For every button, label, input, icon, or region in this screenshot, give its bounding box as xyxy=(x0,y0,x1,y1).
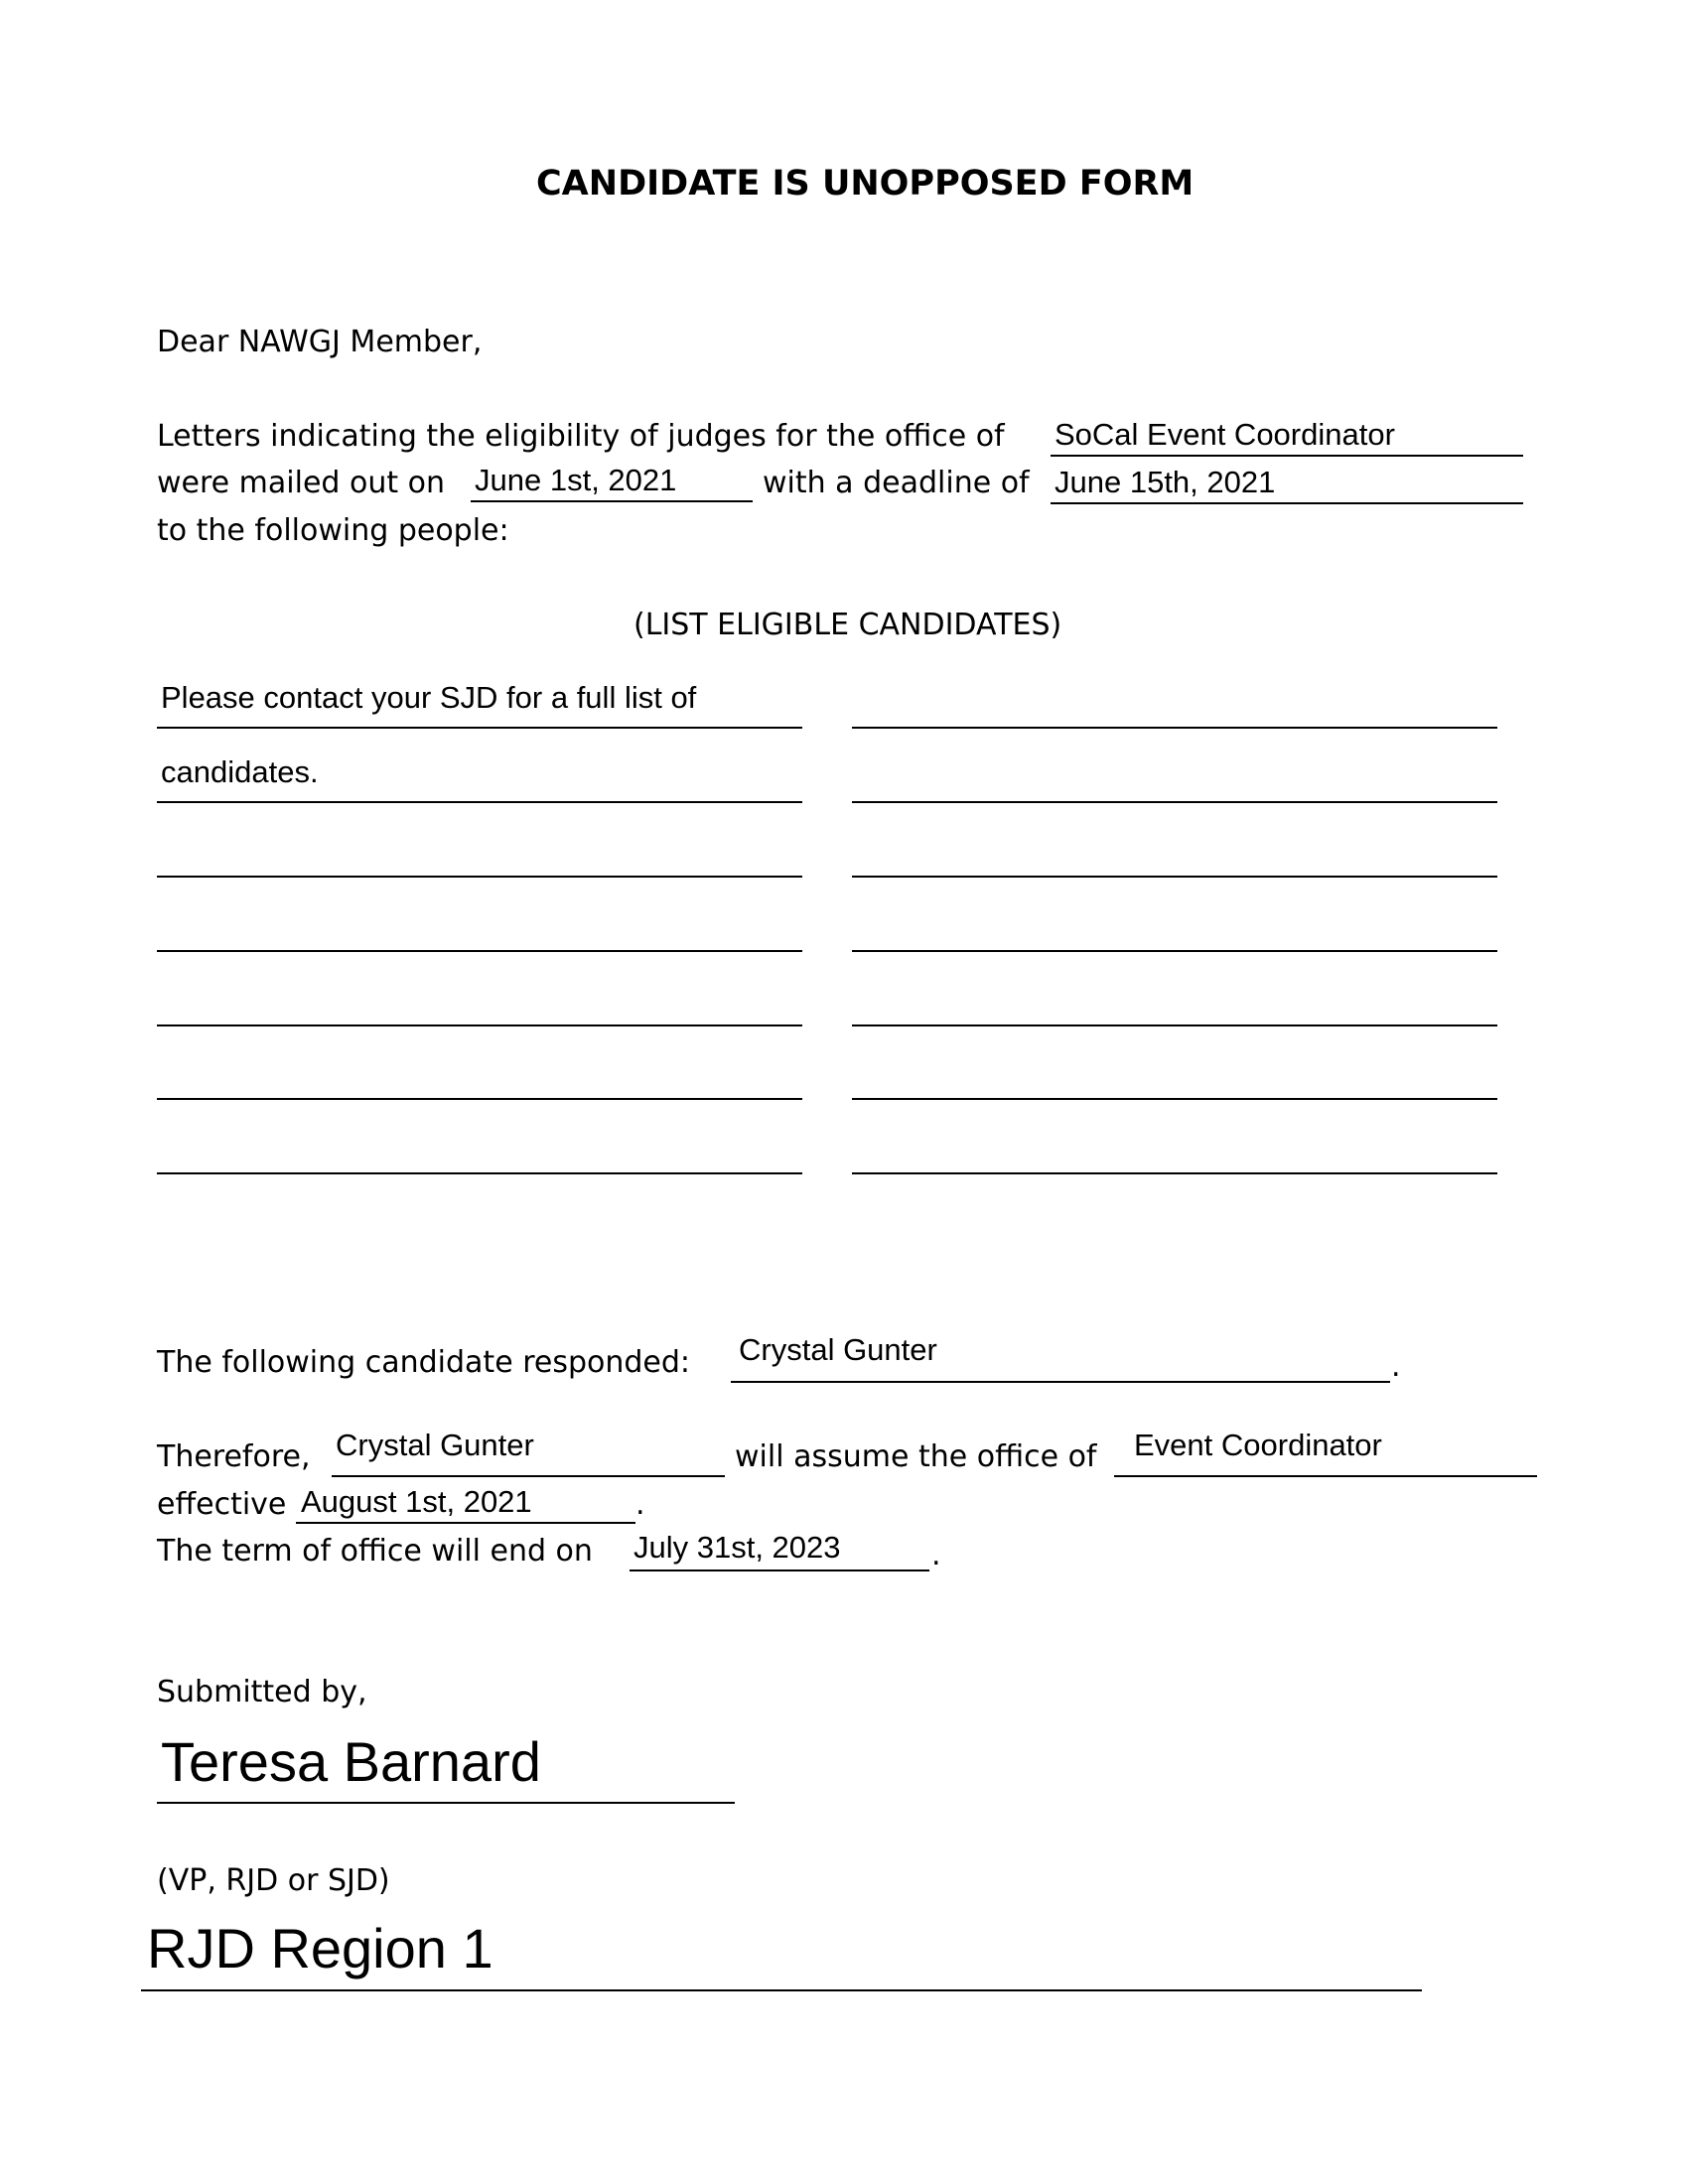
mailed-date-value[interactable]: June 1st, 2021 xyxy=(475,463,677,497)
candidate-left-3-line xyxy=(157,876,802,880)
candidate-left-2-value[interactable]: candidates. xyxy=(161,754,319,789)
office-line-label: Letters indicating the eligibility of judges for the office of xyxy=(157,419,1005,454)
candidate-right-5-line xyxy=(852,1024,1497,1028)
recipients-label: to the following people: xyxy=(157,513,509,548)
submitted-name-underline xyxy=(157,1802,735,1804)
candidate-right-3-line xyxy=(852,876,1497,880)
deadline-date-value[interactable]: June 15th, 2021 xyxy=(1055,465,1276,499)
therefore-label: Therefore, xyxy=(157,1439,311,1474)
office-field-value[interactable]: SoCal Event Coordinator xyxy=(1055,417,1395,452)
greeting: Dear NAWGJ Member, xyxy=(157,325,483,359)
candidate-right-6-line xyxy=(852,1098,1497,1102)
submitted-name-value[interactable]: Teresa Barnard xyxy=(161,1730,541,1793)
candidate-left-5-line xyxy=(157,1024,802,1028)
role-value[interactable]: RJD Region 1 xyxy=(147,1917,493,1979)
candidate-right-7-line xyxy=(852,1172,1497,1176)
effective-label: effective xyxy=(157,1487,287,1522)
responded-period: . xyxy=(1391,1349,1401,1384)
office-field-underline xyxy=(1051,455,1523,457)
responded-candidate-value[interactable]: Crystal Gunter xyxy=(739,1332,937,1367)
deadline-date-underline xyxy=(1051,502,1523,504)
deadline-label: with a deadline of xyxy=(763,466,1030,500)
term-end-date-value[interactable]: July 31st, 2023 xyxy=(633,1530,841,1565)
submitted-by-label: Submitted by, xyxy=(157,1675,367,1709)
role-label: (VP, RJD or SJD) xyxy=(157,1863,390,1898)
responded-label: The following candidate responded: xyxy=(157,1345,691,1380)
term-end-date-underline xyxy=(630,1570,929,1571)
candidate-left-1-value[interactable]: Please contact your SJD for a full list of xyxy=(161,680,697,715)
candidate-left-6-line xyxy=(157,1098,802,1102)
responded-candidate-underline xyxy=(731,1381,1390,1383)
role-underline xyxy=(141,1989,1422,1991)
effective-date-underline xyxy=(296,1522,635,1524)
list-heading: (LIST ELIGIBLE CANDIDATES) xyxy=(633,608,1062,642)
mailed-label: were mailed out on xyxy=(157,466,446,500)
assumed-office-underline xyxy=(1114,1475,1537,1477)
candidate-right-4-line xyxy=(852,950,1497,954)
effective-period: . xyxy=(635,1487,645,1522)
form-title: CANDIDATE IS UNOPPOSED FORM xyxy=(536,164,1195,204)
assuming-candidate-underline xyxy=(332,1475,725,1477)
candidate-left-1-line xyxy=(157,727,802,731)
candidate-right-2-line xyxy=(852,801,1497,805)
assume-office-label: will assume the office of xyxy=(735,1439,1097,1474)
candidate-right-1-line xyxy=(852,727,1497,731)
assumed-office-value[interactable]: Event Coordinator xyxy=(1134,1428,1382,1462)
candidate-left-7-line xyxy=(157,1172,802,1176)
effective-date-value[interactable]: August 1st, 2021 xyxy=(301,1484,532,1519)
assuming-candidate-value[interactable]: Crystal Gunter xyxy=(336,1428,534,1462)
candidate-left-2-line xyxy=(157,801,802,805)
mailed-date-underline xyxy=(471,500,753,502)
term-end-period: . xyxy=(931,1538,941,1572)
candidate-left-4-line xyxy=(157,950,802,954)
term-end-label: The term of office will end on xyxy=(157,1534,593,1569)
